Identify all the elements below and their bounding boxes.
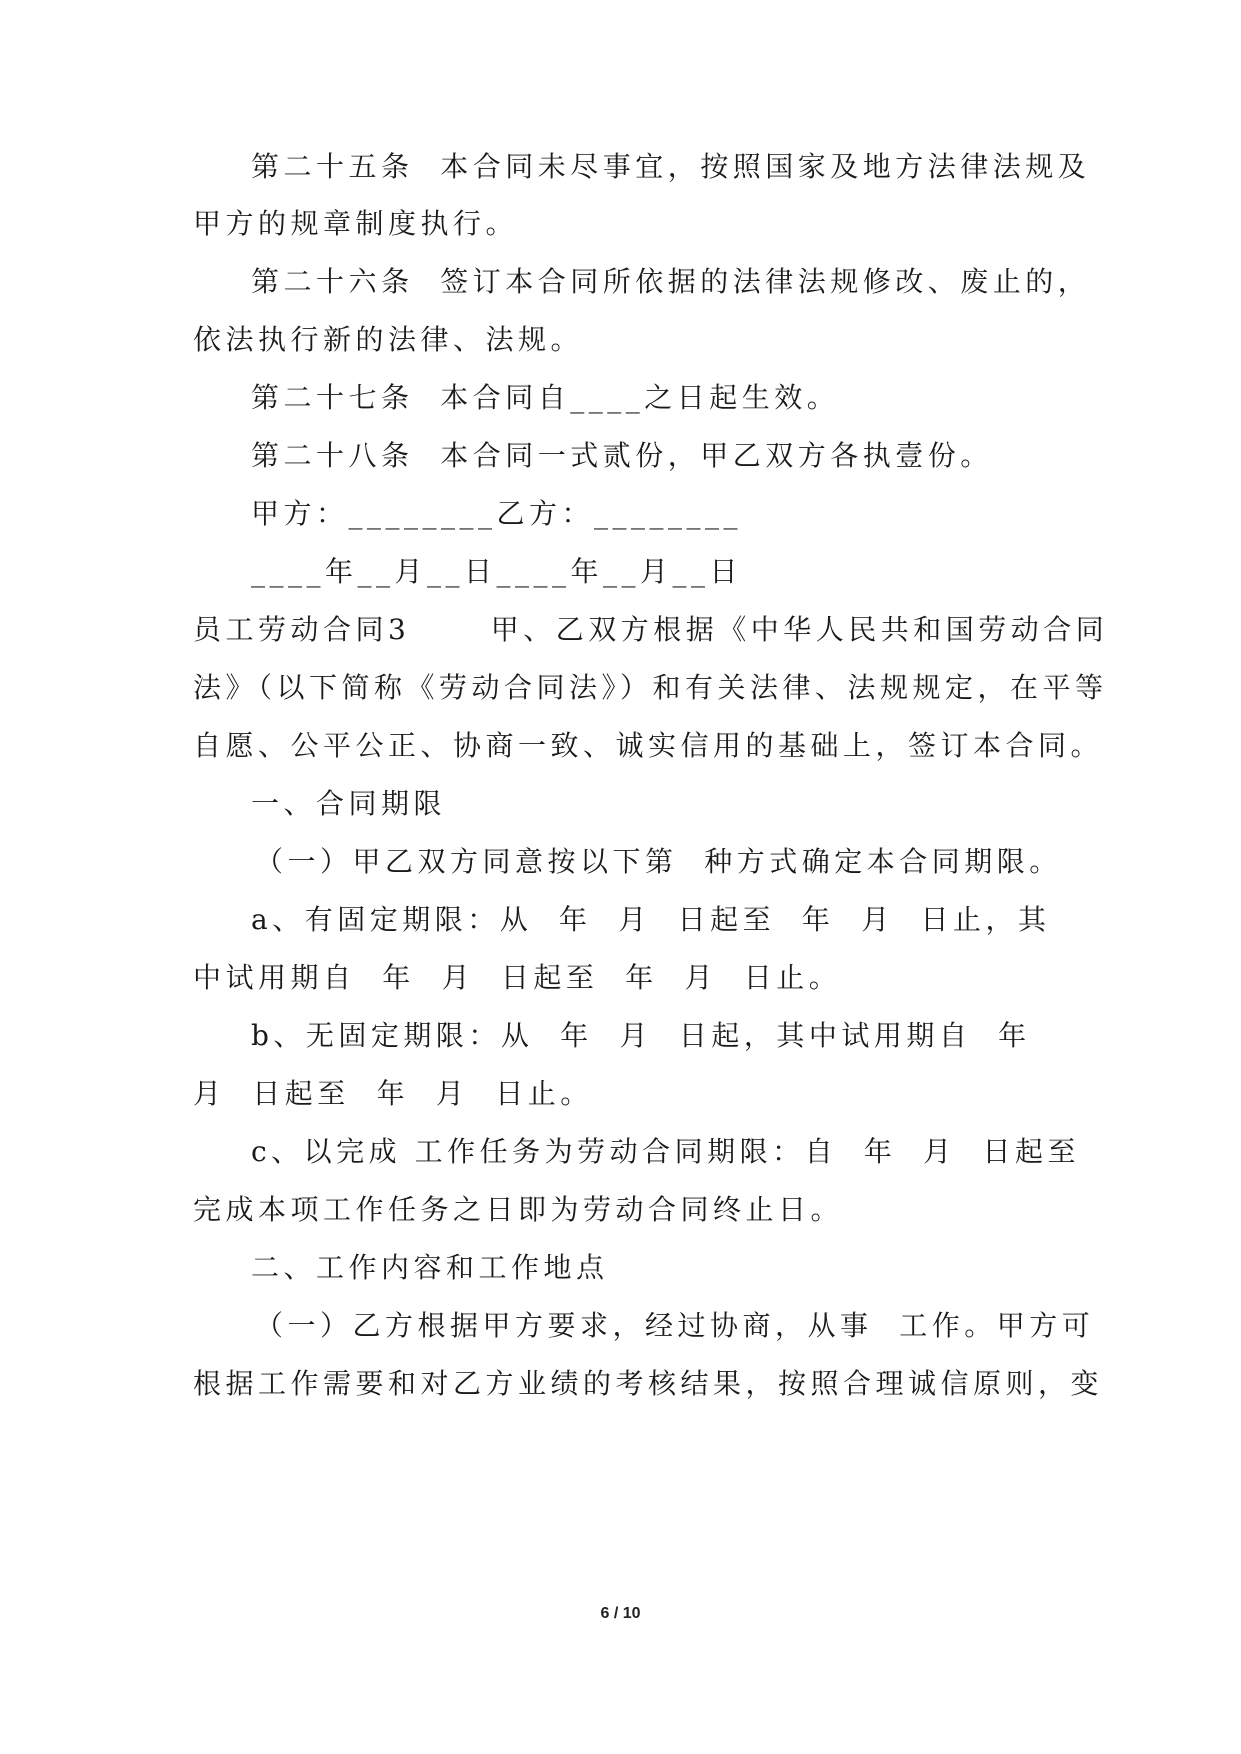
text-line: 月 日起至 年 月 日止。 bbox=[193, 1077, 593, 1110]
text-line: 第二十五条 本合同未尽事宜，按照国家及地方法律法规及 bbox=[251, 150, 1091, 183]
text-line: 根据工作需要和对乙方业绩的考核结果，按照合理诚信原则，变 bbox=[193, 1367, 1104, 1400]
section-heading: 一、合同期限 bbox=[251, 787, 447, 820]
text-line: 完成本项工作任务之日即为劳动合同终止日。 bbox=[193, 1193, 844, 1226]
section-heading: 二、工作内容和工作地点 bbox=[251, 1251, 609, 1284]
text-line: （一）甲乙双方同意按以下第 种方式确定本合同期限。 bbox=[255, 845, 1062, 878]
text-line: 第二十八条 本合同一式贰份，甲乙双方各执壹份。 bbox=[251, 439, 993, 472]
page-number: 6 / 10 bbox=[600, 1605, 641, 1622]
text-line: 第二十六条 签订本合同所依据的法律法规修改、废止的， bbox=[251, 265, 1091, 298]
text-line: 依法执行新的法律、法规。 bbox=[193, 323, 584, 356]
text-line: 自愿、公平公正、协商一致、诚实信用的基础上，签订本合同。 bbox=[193, 729, 1104, 762]
text-line: 甲方的规章制度执行。 bbox=[193, 207, 519, 240]
text-line: c、以完成 工作任务为劳动合同期限：自 年 月 日起至 bbox=[251, 1135, 1080, 1168]
text-line: （一）乙方根据甲方要求，经过协商，从事 工作。甲方可 bbox=[255, 1309, 1095, 1342]
text-line: a、有固定期限：从 年 月 日起至 年 月 日止，其 bbox=[251, 903, 1051, 936]
text-line: 中试用期自 年 月 日起至 年 月 日止。 bbox=[193, 961, 842, 994]
text-line: 第二十七条 本合同自____之日起生效。 bbox=[251, 381, 840, 414]
text-line: 法》（以下简称《劳动合同法》）和有关法律、法规规定，在平等 bbox=[193, 671, 1108, 704]
text-line: ____年__月__日____年__月__日 bbox=[251, 555, 743, 588]
text-line: 员工劳动合同3 甲、乙双方根据《中华人民共和国劳动合同 bbox=[193, 613, 1109, 646]
text-line: 甲方：________乙方：________ bbox=[251, 497, 743, 530]
text-line: b、无固定期限：从 年 月 日起，其中试用期自 年 bbox=[251, 1019, 1031, 1052]
